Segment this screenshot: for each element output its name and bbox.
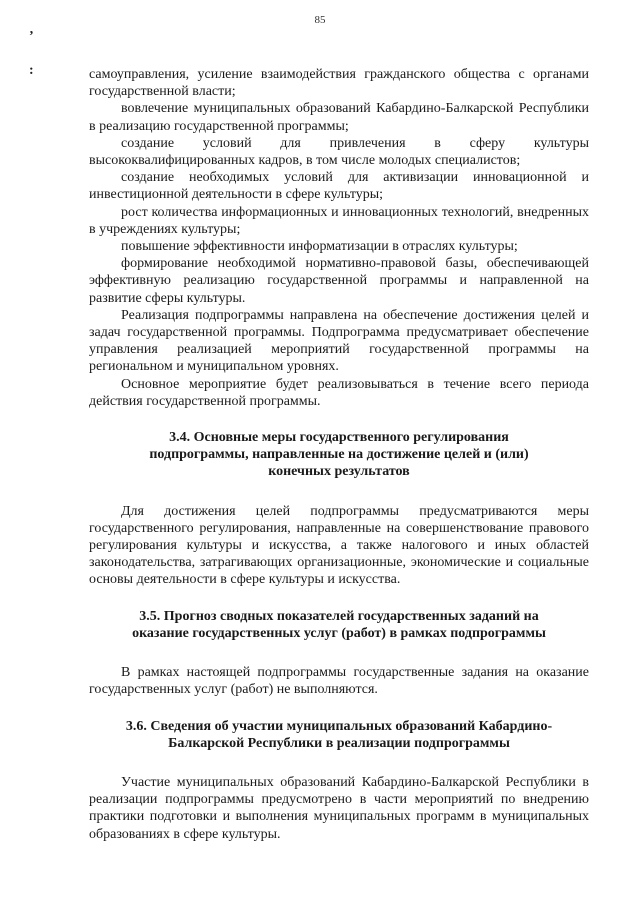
section-body-3-6: Участие муниципальных образований Кабардино-Балкарской Республики в реализации подпрограммы предусмотрено в части мероприятий по внедрению практики подготовки и выполнения муниципальных программ в муниципальных образованиях в сфере культуры. [89,774,589,842]
paragraph: создание условий для привлечения в сферу культуры высококвалифицированных кадров, в том числе молодых специалистов; [89,135,589,169]
section-heading-3-4 [89,429,589,481]
margin-mark-colon: : [29,63,34,78]
page-number: 85 [314,14,326,26]
section-heading-3-5 [89,608,589,642]
heading-line: 3.5. Прогноз сводных показателей государственных заданий на [139,608,539,624]
section-heading-3-6 [89,718,589,752]
heading-line: 3.4. Основные меры государственного регулирования [169,430,509,446]
document-body [89,66,589,843]
paragraph: самоуправления, усиление взаимодействия гражданского общества с органами государственной власти; [89,67,589,100]
paragraph: вовлечение муниципальных образований Кабардино-Балкарской Республики в реализацию государственной программы; [89,101,589,134]
section-body-3-4: Для достижения целей подпрограммы предусматриваются меры государственного регулирования, направленные на совершенствование правового регулирования культуры и искусства, а также налогового и иных областей законодательства, затрагивающих организационные, экономические и социальные основы деятельности в сфере культуры и искусства. [89,503,589,588]
heading-line: подпрограммы, направленные на достижение целей и (или) [149,447,529,463]
heading-line: Балкарской Республики в реализации подпрограммы [168,735,510,751]
heading-line: 3.6. Сведения об участии муниципальных образований Кабардино- [125,718,553,734]
margin-mark-apostrophe: ’ [29,29,34,44]
paragraph: создание необходимых условий для активизации инновационной и инвестиционной деятельности в сфере культуры; [89,170,589,203]
paragraph: формирование необходимой нормативно-правовой базы, обеспечивающей эффективную реализацию государственной программы и направленной на развитие сферы культуры. [89,256,589,306]
heading-line: оказание государственных услуг (работ) в рамках подпрограммы [132,625,546,641]
paragraph: Реализация подпрограммы направлена на обеспечение достижения целей и задач государственной программы. Подпрограмма предусматривает обеспечение управления реализацией мероприятий государственной программы на региональном и муниципальном уровнях. [89,307,589,375]
paragraph: Основное мероприятие будет реализовываться в течение всего периода действия государственной программы. [89,376,589,409]
heading-line: конечных результатов [268,464,410,480]
section-body-3-5: В рамках настоящей подпрограммы государственные задания на оказание государственных услуг (работ) не выполняются. [89,665,589,698]
paragraph: повышение эффективности информатизации в отраслях культуры; [121,239,518,255]
paragraph: рост количества информационных и инновационных технологий, внедренных в учреждениях культуры; [89,204,589,237]
